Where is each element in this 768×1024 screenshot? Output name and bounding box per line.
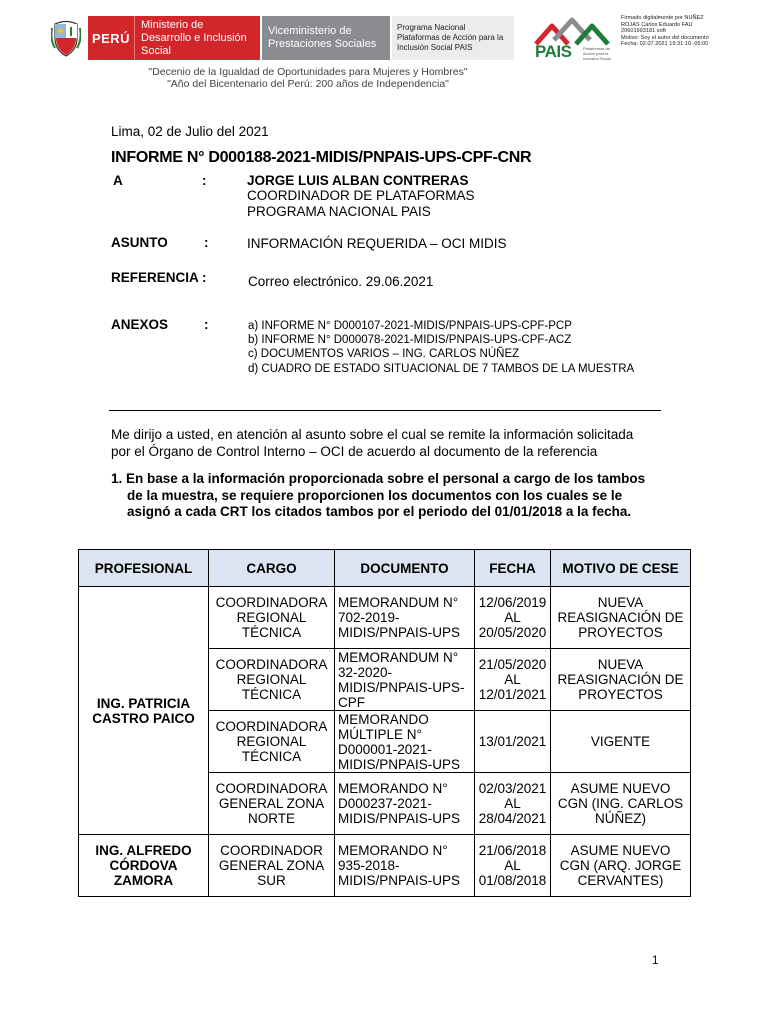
viceministry-band: Viceministerio de Prestaciones Sociales (262, 16, 390, 60)
intro-paragraph (111, 427, 633, 460)
subject-text: INFORMACIÓN REQUERIDA – OCI MIDIS (247, 236, 507, 251)
cell-motivo: ASUME NUEVO CGN (ING. CARLOS NÚÑEZ) (551, 773, 691, 835)
annex-item: c) DOCUMENTOS VARIOS – ING. CARLOS NÚÑEZ (248, 348, 520, 360)
header-fecha: FECHA (475, 550, 551, 587)
cell-fecha: 21/06/2018 AL 01/08/2018 (475, 835, 551, 897)
document-title: INFORME N° D000188-2021-MIDIS/PNPAIS-UPS-CPF-CNR (111, 149, 532, 166)
pais-logo-text: PAIS (535, 42, 572, 61)
personnel-table (78, 549, 691, 897)
cell-documento: MEMORANDO N° D000237-2021-MIDIS/PNPAIS-UPS (335, 773, 475, 835)
signature-line: Motivo: Soy el autor del documento (621, 34, 709, 41)
signature-line: Firmado digitalmente por NUÑEZ (621, 15, 704, 21)
point-1-line: de la muestra, se requiere proporcionen los documentos con los cuales se le (127, 487, 623, 503)
table-row (79, 835, 691, 897)
cell-cargo: COORDINADORA REGIONAL TÉCNICA (209, 587, 335, 649)
cell-documento: MEMORANDO N° 935-2018-MIDIS/PNPAIS-UPS (335, 835, 475, 897)
motto-line: "Año del Bicentenario del Perú: 200 años de Independencia" (167, 78, 449, 90)
reference-label: REFERENCIA : (111, 270, 207, 285)
header-cargo: CARGO (209, 550, 335, 587)
header-documento: DOCUMENTO (335, 550, 475, 587)
cell-documento: MEMORANDUM N° 32-2020-MIDIS/PNPAIS-UPS-CPF (335, 649, 475, 711)
subject-label: ASUNTO (111, 235, 168, 250)
point-1-paragraph (111, 471, 671, 521)
cell-cargo: COORDINADORA REGIONAL TÉCNICA (209, 711, 335, 773)
annex-item: d) CUADRO DE ESTADO SITUACIONAL DE 7 TAMBOS DE LA MUESTRA (248, 363, 635, 375)
cell-fecha: 21/05/2020 AL 12/01/2021 (475, 649, 551, 711)
point-1-line: 1. En base a la información proporcionada sobre el personal a cargo de los tambos (111, 471, 646, 486)
header-motivo-cese: MOTIVO DE CESE (551, 550, 691, 587)
annex-label: ANEXOS (111, 317, 169, 332)
table-row (79, 587, 691, 649)
header-profesional: PROFESIONAL (79, 550, 209, 587)
signature-line: 20601993181 soft (621, 28, 666, 35)
to-label: A (113, 173, 123, 188)
recipient-program: PROGRAMA NACIONAL PAIS (247, 204, 431, 219)
separator-line (109, 410, 661, 411)
cell-documento: MEMORANDO MÚLTIPLE N° D000001-2021-MIDIS/PNPAIS-UPS (335, 711, 475, 773)
cell-profesional: ING. ALFREDO CÓRDOVA ZAMORA (79, 835, 209, 897)
recipient-position: COORDINADOR DE PLATAFORMAS (247, 188, 475, 203)
digital-signature (621, 15, 763, 48)
cell-profesional: ING. PATRICIA CASTRO PAICO (79, 587, 209, 835)
intro-line: por el Órgano de Control Interno – OCI de acuerdo al documento de la referencia (111, 443, 598, 459)
government-header (50, 16, 514, 60)
subject-colon: : (204, 235, 209, 250)
signature-line: Fecha: 02.07.2021 19:31:10 -05:00 (621, 41, 709, 48)
intro-line: Me dirijo a usted, en atención al asunto sobre el cual se remite la información solicitada (111, 427, 634, 442)
annex-item: b) INFORME N° D000078-2021-MIDIS/PNPAIS-UPS-CPF-ACZ (248, 334, 572, 346)
annex-item: a) INFORME N° D000107-2021-MIDIS/PNPAIS-UPS-CPF-PCP (248, 320, 572, 332)
cell-fecha: 13/01/2021 (475, 711, 551, 773)
cell-cargo: COORDINADOR GENERAL ZONA SUR (209, 835, 335, 897)
ministry-band: Ministerio de Desarrollo e Inclusión Social (134, 16, 260, 60)
cell-fecha: 02/03/2021 AL 28/04/2021 (475, 773, 551, 835)
peru-band: PERÚ (88, 16, 134, 60)
cell-motivo: NUEVA REASIGNACIÓN DE PROYECTOS (551, 587, 691, 649)
decade-motto (0, 66, 616, 90)
cell-cargo: COORDINADORA GENERAL ZONA NORTE (209, 773, 335, 835)
page-number: 1 (652, 955, 659, 967)
motto-line: "Decenio de la Igualdad de Oportunidades para Mujeres y Hombres" (148, 66, 468, 78)
pais-logo-subtitle: Plataformas de Acción para la Inclusión Social (583, 46, 611, 61)
cell-motivo: VIGENTE (551, 711, 691, 773)
cell-fecha: 12/06/2019 AL 20/05/2020 (475, 587, 551, 649)
reference-text: Correo electrónico. 29.06.2021 (248, 274, 434, 289)
program-band: Programa Nacional Plataformas de Acción para la Inclusión Social PAIS (392, 16, 514, 60)
cell-motivo: ASUME NUEVO CGN (ARQ. JORGE CERVANTES) (551, 835, 691, 897)
cell-motivo: NUEVA REASIGNACIÓN DE PROYECTOS (551, 649, 691, 711)
point-1-line: asignó a cada CRT los citados tambos por el periodo del 01/01/2018 a la fecha. (127, 504, 632, 519)
table-header-row (79, 550, 691, 587)
cell-cargo: COORDINADORA REGIONAL TÉCNICA (209, 649, 335, 711)
document-date: Lima, 02 de Julio del 2021 (111, 124, 269, 139)
annex-colon: : (204, 317, 209, 332)
peru-coat-of-arms-icon (50, 16, 82, 60)
cell-documento: MEMORANDUM N° 702-2019-MIDIS/PNPAIS-UPS (335, 587, 475, 649)
recipient-name: JORGE LUIS ALBAN CONTRERAS (247, 173, 469, 188)
signature-line: ROJAS Carlos Eduardo FAU (621, 21, 693, 28)
to-colon: : (202, 173, 207, 188)
